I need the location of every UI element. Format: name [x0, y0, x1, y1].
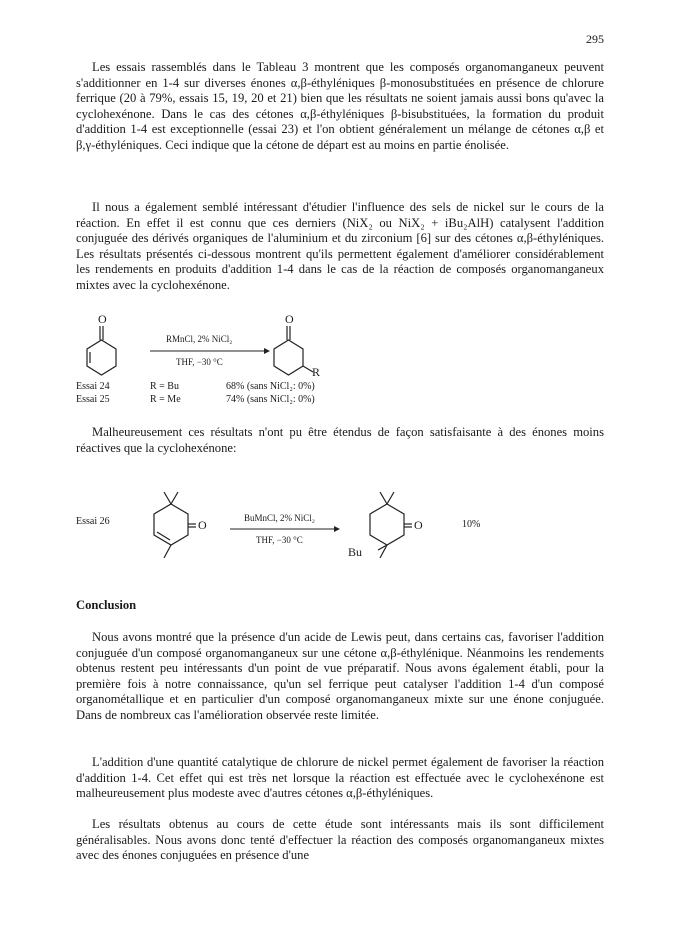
cyclohexanone-product-structure [263, 306, 333, 386]
scheme1-yield-24: 68% (sans NiCl₂: 0%) [226, 381, 315, 392]
scheme2-yield: 10% [462, 519, 481, 530]
isophorone-structure [140, 478, 220, 578]
scheme2-essai-26: Essai 26 [76, 516, 110, 527]
scheme1-essai-24: Essai 24 [76, 381, 110, 392]
scheme1-oxygen-right: O [285, 312, 294, 326]
paragraph-5: L'addition d'une quantité catalytique de chlorure de nickel permet également de favoriser la réaction d'addition 1-4. Cet effet qui est très net lorsque la réaction est effectuée avec le cyclohexénone est malheureusement plus modeste avec d'autres cétones α,β-éthyléniques. [76, 755, 604, 800]
paragraph-3: Malheureusement ces résultats n'ont pu être étendus de façon satisfaisante à des énones moins réactives que la cyclohexénone: [76, 425, 604, 455]
scheme1-reagent-top: RMnCl, 2% NiCl₂ [166, 334, 233, 344]
scheme1-r-24: R = Bu [150, 381, 179, 392]
scheme1-reagent-bottom: THF, −30 °C [176, 357, 223, 367]
scheme1-r-25: R = Me [150, 394, 181, 405]
scheme1-yield-25: 74% (sans NiCl₂: 0%) [226, 394, 315, 405]
paragraph-6: Les résultats obtenus au cours de cette étude sont intéressants mais ils sont difficilement généralisables. Nous avons donc tenté d'effectuer la réaction des composés organomanganeux mixtes avec des énones conjuguées en présence d'une [76, 817, 604, 862]
scheme2-oxygen-right: O [414, 518, 423, 532]
scheme2-reagent-bottom: THF, −30 °C [256, 535, 303, 545]
scheme1-essai-25: Essai 25 [76, 394, 110, 405]
scheme1-substituent: R [312, 365, 321, 379]
paragraph-1: Les essais rassemblés dans le Tableau 3 montrent que les composés organomanganeux peuvent s'additionner en 1-4 sur diverses énones α,β-éthyléniques β-monosubstituées en présence de chlorure ferrique (20 à 79%, essais 15, 19, 20 et 21) bien que les résultats ne soient jamais aussi bons qu'avec la cyclohexénone. Dans le cas des cétones α,β-éthyléniques β-bisubstituées, la formation du produit d'addition 1-4 est exceptionnelle (essai 23) et l'on obtient généralement un mélange de cétones α,β et β,γ-éthyléniques. Ceci indique que la cétone de départ est au moins en partie énolisée. [76, 60, 604, 152]
reaction-arrow-1 [150, 346, 270, 356]
product-2-structure [356, 478, 436, 578]
scheme2-oxygen-left: O [198, 518, 207, 532]
section-heading-conclusion: Conclusion [76, 598, 137, 612]
paragraph-4: Nous avons montré que la présence d'un acide de Lewis peut, dans certains cas, favoriser l'addition conjuguée d'un composé organomanganeux sur une cétone α,β-éthylénique. Néanmoins les rendements obtenus restent peu intéressants d'un point de vue préparatif. Nous avons également établi, pour la première fois à notre connaissance, qu'un sel ferrique peut catalyser l'addition 1-4 d'un composé organométallique et en particulier d'un composé organomanganeux mixte sur une énone conjuguée. Dans de nombreux cas l'amélioration observée reste limitée. [76, 630, 604, 722]
scheme2-substituent: Bu [348, 545, 363, 559]
page-number: 295 [586, 32, 604, 46]
scheme1-oxygen-left: O [98, 312, 107, 326]
paragraph-2: Il nous a également semblé intéressant d'étudier l'influence des sels de nickel sur le cours de la réaction. En effet il est connu que ces derniers (NiX₂ ou NiX₂ + iBu₂AlH) catalysent l'addition conjuguée des dérivés organiques de l'aluminium et du zirconium [6] sur des cétones α,β-éthyléniques. Les résultats présentés ci-dessous montrent qu'ils permettent également d'améliorer considérablement les rendements en produits d'addition 1-4 dans le cas de la réaction de composés organomanganeux mixtes avec la cyclohexénone. [76, 200, 604, 292]
reaction-arrow-2 [230, 524, 340, 534]
scheme2-reagent-top: BuMnCl, 2% NiCl₂ [244, 513, 315, 523]
